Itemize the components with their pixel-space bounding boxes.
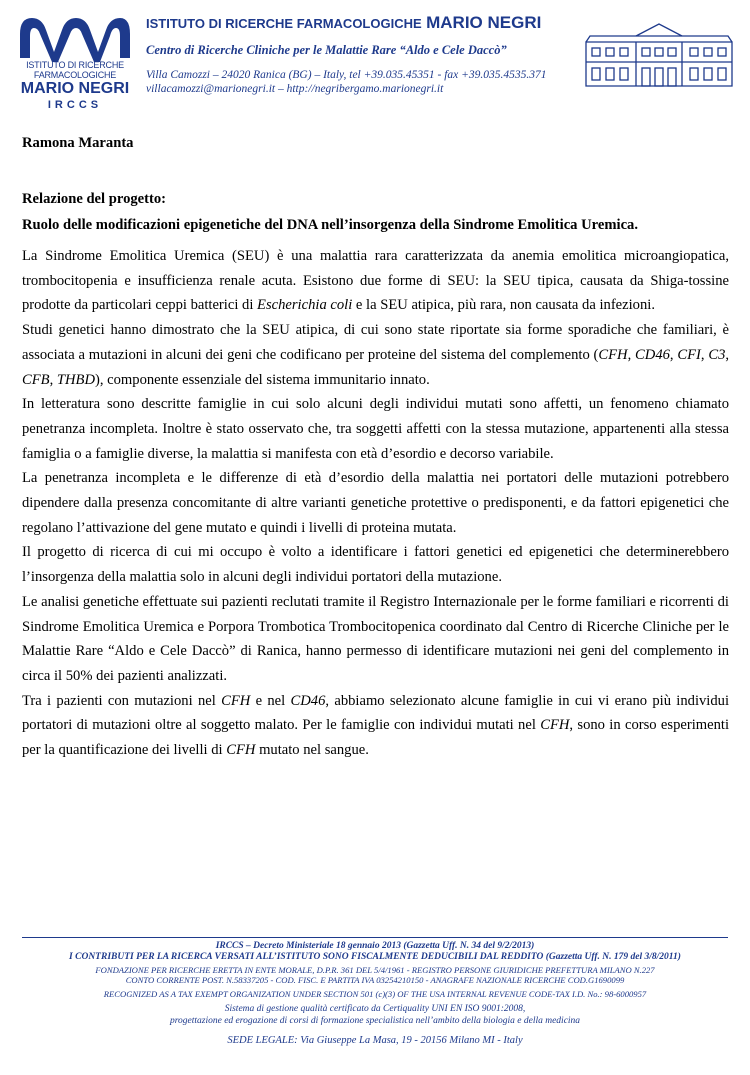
- paragraph-5: Il progetto di ricerca di cui mi occupo è volto a identificare i fattori genetici ed epigenetici che determinerebbero l’insorgenza della malattia solo in alcuni degli individui portatori della mutazione.: [22, 544, 729, 586]
- footer-divider: [22, 937, 728, 938]
- paragraph-7-text-a: Tra i pazienti con mutazioni nel: [22, 692, 222, 709]
- footer-legal-address: SEDE LEGALE: Via Giuseppe La Masa, 19 - 20156 Milano MI - Italy: [227, 1035, 523, 1046]
- gene-name: CFH: [221, 692, 251, 709]
- report-label: Relazione del progetto:: [22, 191, 167, 207]
- footer-foundation: FONDAZIONE PER RICERCHE ERETTA IN ENTE MORALE, D.P.R. 361 DEL 5/4/1961 - REGISTRO PERSONE GIURIDICHE PREFETTURA MILANO N.227: [95, 965, 655, 975]
- report-body: [22, 244, 729, 763]
- logo-line-4: IRCCS: [47, 99, 103, 111]
- centre-name: Centro di Ricerche Cliniche per le Malattie Rare “Aldo e Cele Daccò”: [146, 43, 507, 57]
- separator: ,: [49, 371, 57, 388]
- report-title: Ruolo delle modificazioni epigenetiche del DNA nell’insorgenza della Sindrome Emolitica Uremica.: [22, 217, 638, 233]
- gene-name: THBD: [56, 371, 95, 388]
- paragraph-7-text-c: , abbiamo selezionato alcune famiglie in cui vi erano più individui portatori di mutazioni oltre al soggetto malato. Per le famiglie con individui mutati nel: [22, 692, 729, 734]
- gene-name: C3: [708, 346, 726, 363]
- species-name: Escherichia coli: [257, 297, 353, 314]
- gene-name: CFB: [22, 371, 50, 388]
- villa-camozzi-drawing: [584, 22, 734, 88]
- paragraph-1-text-c: e la SEU atipica, più rara, non causata da infezioni.: [352, 297, 655, 314]
- separator: ,: [700, 346, 709, 363]
- paragraph-2-text-a: Studi genetici hanno dimostrato che la SEU atipica, di cui sono state riportate sia forme sporadiche che familiari, è associata a mutazioni in alcuni dei geni che codificano per proteine del sistema del complemento (: [22, 322, 729, 363]
- footer-account-info: CONTO CORRENTE POST. N.58337205 - COD. FISC. E PARTITA IVA 03254210150 - ANAGRAFE NAZIONALE RICERCHE COD.G1690099: [125, 975, 625, 985]
- paragraph-1-text-a: La Sindrome Emolitica Uremica (SEU) è una malattia rara caratterizzata da anemia emolitica microangiopatica, trombocitopenia e insufficienza renale acuta. Esistono due forme di SEU: la SEU tipica, causata da Shiga-tossine prodotte da particolari ceppi batterici di: [22, 248, 729, 314]
- address-line: Villa Camozzi – 24020 Ranica (BG) – Italy, tel +39.035.45351 - fax +39.035.4535.371: [146, 69, 547, 81]
- footer-irccs-decree: IRCCS – Decreto Ministeriale 18 gennaio 2013 (Gazzetta Uff. N. 34 del 9/2/2013): [215, 941, 535, 951]
- logo-line-3: MARIO NEGRI: [20, 80, 130, 97]
- paragraph-6: Le analisi genetiche effettuate sui pazienti reclutati tramite il Registro Internazionale per le forme familiari e ricorrenti di Sindrome Emolitica Uremica e Porpora Trombotica Trombocitopenica coordinato dal Centro di Ricerche Cliniche per le Malattie Rare “Aldo e Cele Daccò” di Ranica, hanno permesso di identificare mutazioni nei geni del complemento in circa il 50% dei pazienti analizzati.: [22, 593, 729, 684]
- paragraph-2-text-c: ), componente essenziale del sistema immunitario innato.: [94, 371, 430, 388]
- paragraph-2: [22, 318, 729, 392]
- institute-name: MARIO NEGRI: [426, 13, 542, 32]
- gene-name: CFH: [598, 346, 628, 363]
- institute-title: [146, 13, 541, 33]
- contacts-line: villacamozzi@marionegri.it – http://negribergamo.marionegri.it: [146, 83, 444, 95]
- footer-tax-deductible: I CONTRIBUTI PER LA RICERCA VERSATI ALL’ISTITUTO SONO FISCALMENTE DEDUCIBILI DAL REDDITO (Gazzetta Uff. N. 179 del 3/8/2011): [69, 952, 681, 962]
- paragraph-7-text-d: , sono in corso esperimenti per la quantificazione dei livelli di: [22, 717, 729, 759]
- logo-line-1: ISTITUTO DI RICERCHE: [26, 60, 124, 70]
- paragraph-1: [22, 244, 729, 318]
- gene-name: CFH: [226, 742, 256, 759]
- footer-quality-cert: Sistema di gestione qualità certificato da Certiquality UNI EN ISO 9001:2008,: [224, 1004, 526, 1014]
- paragraph-7-text-b: e nel: [250, 692, 291, 709]
- separator: ,: [669, 346, 678, 363]
- gene-name: CFI: [677, 346, 701, 363]
- author-name: Ramona Maranta: [22, 135, 134, 151]
- separator: ,: [725, 346, 730, 363]
- institute-prefix: ISTITUTO DI RICERCHE FARMACOLOGICHE: [146, 16, 422, 31]
- paragraph-7: [22, 689, 729, 763]
- gene-name: CD46: [290, 692, 326, 709]
- logo-line-2: FARMACOLOGICHE: [33, 70, 117, 80]
- separator: ,: [627, 346, 636, 363]
- footer-tax-exempt: RECOGNIZED AS A TAX EXEMPT ORGANIZATION UNDER SECTION 501 (c)(3) OF THE USA INTERNAL REVENUE CODE-TAX I.D. No.: 98-6000957: [103, 989, 647, 999]
- paragraph-7-text-e: mutato nel sangue.: [255, 742, 369, 759]
- paragraph-3: In letteratura sono descritte famiglie in cui solo alcuni degli individui mutati sono affetti, un fenomeno chiamato penetranza incompleta. Inoltre è stato osservato che, tra soggetti affetti con la stessa mutazione, appartenenti alla stessa famiglia o a famiglie diverse, la malattia si manifesta con età d’esordio e decorso variabile.: [22, 396, 729, 462]
- paragraph-4: La penetranza incompleta e le differenze di età d’esordio della malattia nei portatori delle mutazioni potrebbero dipendere dalla presenza concomitante di altre varianti genetiche protettive o predisponenti, e da fattori epigenetici che regolano l’attivazione del gene mutato e quindi i livelli di proteina mutata.: [22, 470, 729, 536]
- gene-name: CFH: [540, 717, 570, 734]
- gene-name: CD46: [635, 346, 670, 363]
- footer-training: progettazione ed erogazione di corsi di formazione specialistica nell’ambito della biologia e della medicina: [169, 1016, 581, 1026]
